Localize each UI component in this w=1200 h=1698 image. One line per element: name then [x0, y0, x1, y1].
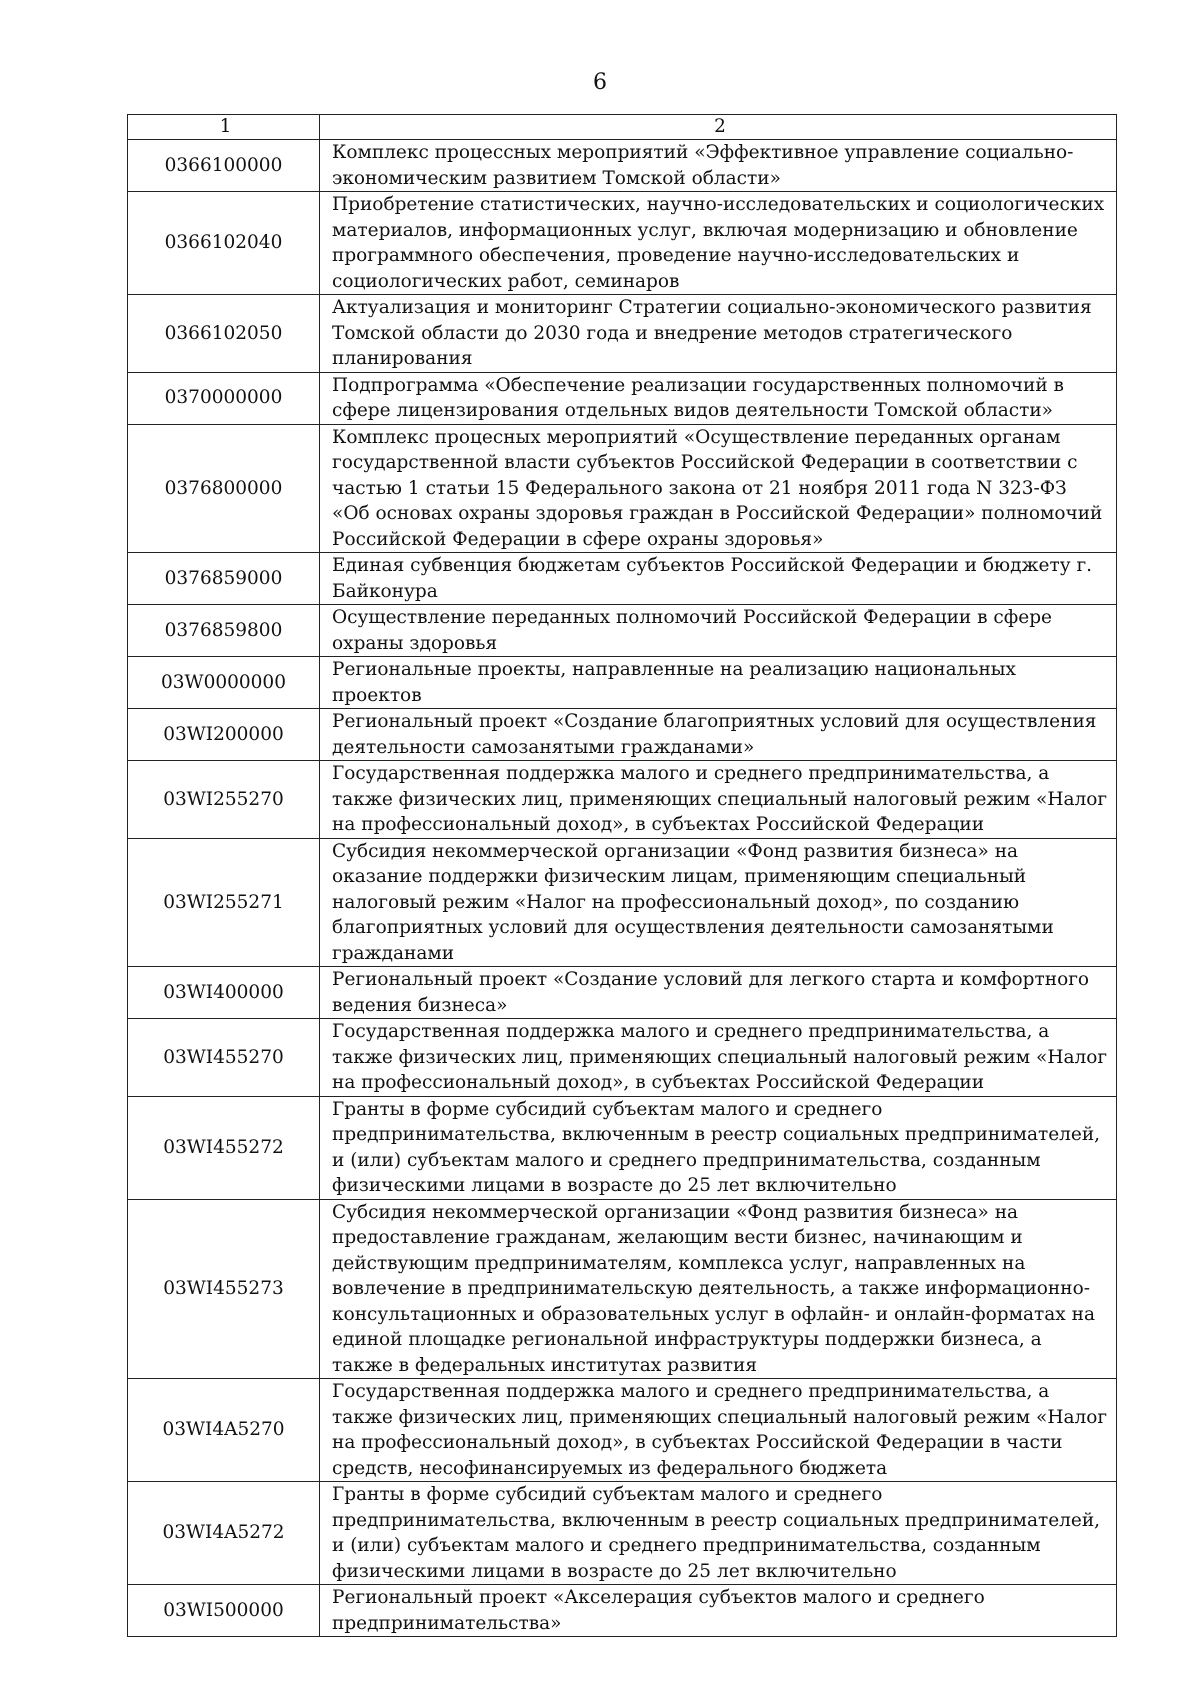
- row-code: 0366102050: [128, 295, 320, 373]
- table-header-row: [128, 115, 1117, 140]
- row-description: Комплекс процессных мероприятий «Эффективное управление социально-экономическим развитием Томской области»: [320, 140, 1117, 192]
- row-description: Региональный проект «Создание благоприятных условий для осуществления деятельности самозанятыми гражданами»: [320, 709, 1117, 761]
- row-code: 03WI4A5270: [128, 1379, 320, 1482]
- table-row: [128, 657, 1117, 709]
- row-description: Региональный проект «Создание условий для легкого старта и комфортного ведения бизнеса»: [320, 967, 1117, 1019]
- row-code: 03WI255271: [128, 838, 320, 967]
- row-description: Комплекс процесных мероприятий «Осуществление переданных органам государственной власти субъектов Российской Федерации в соответствии с частью 1 статьи 15 Федерального закона от 21 ноября 2011 года N 323-ФЗ «Об основах охраны здоровья граждан в Российской Федерации» полномочий Российской Федерации в сфере охраны здоровья»: [320, 424, 1117, 553]
- table-row: [128, 1379, 1117, 1482]
- row-description: Государственная поддержка малого и среднего предпринимательства, а также физических лиц, применяющих специальный налоговый режим «Налог на профессиональный доход», в субъектах Российской Федерации: [320, 1019, 1117, 1097]
- row-code: 03WI4A5272: [128, 1482, 320, 1585]
- table-row: [128, 761, 1117, 839]
- table-row: [128, 1019, 1117, 1097]
- table-row: [128, 1482, 1117, 1585]
- row-code: 0376800000: [128, 424, 320, 553]
- table-row: [128, 553, 1117, 605]
- row-code: 03WI400000: [128, 967, 320, 1019]
- row-description: Субсидия некоммерческой организации «Фонд развития бизнеса» на предоставление гражданам, желающим вести бизнес, начинающим и действующим предпринимателям, комплекса услуг, направленных на вовлечение в предпринимательскую деятельность, а также информационно-консультационных и образовательных услуг в офлайн- и онлайн-форматах на единой площадке региональной инфраструктуры поддержки бизнеса, а также в федеральных институтах развития: [320, 1199, 1117, 1379]
- column-header-2: 2: [320, 115, 1117, 140]
- row-code: 03WI255270: [128, 761, 320, 839]
- row-description: Осуществление переданных полномочий Российской Федерации в сфере охраны здоровья: [320, 605, 1117, 657]
- page-number: 6: [593, 70, 607, 95]
- row-code: 03W0000000: [128, 657, 320, 709]
- row-code: 0376859000: [128, 553, 320, 605]
- table-row: [128, 709, 1117, 761]
- code-table: [127, 114, 1117, 1637]
- table-row: [128, 1585, 1117, 1637]
- table-row: [128, 1096, 1117, 1199]
- row-description: Актуализация и мониторинг Стратегии социально-экономического развития Томской области до 2030 года и внедрение методов стратегического планирования: [320, 295, 1117, 373]
- row-code: 0376859800: [128, 605, 320, 657]
- row-description: Субсидия некоммерческой организации «Фонд развития бизнеса» на оказание поддержки физическим лицам, применяющим специальный налоговый режим «Налог на профессиональный доход», по созданию благоприятных условий для осуществления деятельности самозанятыми гражданами: [320, 838, 1117, 967]
- table-row: [128, 140, 1117, 192]
- row-description: Региональный проект «Акселерация субъектов малого и среднего предпринимательства»: [320, 1585, 1117, 1637]
- row-code: 03WI455270: [128, 1019, 320, 1097]
- table-row: [128, 605, 1117, 657]
- row-description: Гранты в форме субсидий субъектам малого и среднего предпринимательства, включенным в реестр социальных предпринимателей, и (или) субъектам малого и среднего предпринимательства, созданным физическими лицами в возрасте до 25 лет включительно: [320, 1482, 1117, 1585]
- row-code: 03WI200000: [128, 709, 320, 761]
- row-description: Приобретение статистических, научно-исследовательских и социологических материалов, информационных услуг, включая модернизацию и обновление программного обеспечения, проведение научно-исследовательских и социологических работ, семинаров: [320, 192, 1117, 295]
- row-description: Гранты в форме субсидий субъектам малого и среднего предпринимательства, включенным в реестр социальных предпринимателей, и (или) субъектам малого и среднего предпринимательства, созданным физическими лицами в возрасте до 25 лет включительно: [320, 1096, 1117, 1199]
- row-code: 0366102040: [128, 192, 320, 295]
- table-row: [128, 838, 1117, 967]
- row-description: Региональные проекты, направленные на реализацию национальных проектов: [320, 657, 1117, 709]
- row-code: 0366100000: [128, 140, 320, 192]
- table-row: [128, 192, 1117, 295]
- row-code: 0370000000: [128, 372, 320, 424]
- table-row: [128, 295, 1117, 373]
- row-description: Единая субвенция бюджетам субъектов Российской Федерации и бюджету г. Байконура: [320, 553, 1117, 605]
- row-code: 03WI500000: [128, 1585, 320, 1637]
- table-row: [128, 372, 1117, 424]
- row-description: Подпрограмма «Обеспечение реализации государственных полномочий в сфере лицензирования отдельных видов деятельности Томской области»: [320, 372, 1117, 424]
- table-row: [128, 1199, 1117, 1379]
- table-row: [128, 424, 1117, 553]
- row-code: 03WI455273: [128, 1199, 320, 1379]
- table-row: [128, 967, 1117, 1019]
- column-header-1: 1: [128, 115, 320, 140]
- row-description: Государственная поддержка малого и среднего предпринимательства, а также физических лиц, применяющих специальный налоговый режим «Налог на профессиональный доход», в субъектах Российской Федерации: [320, 761, 1117, 839]
- row-code: 03WI455272: [128, 1096, 320, 1199]
- row-description: Государственная поддержка малого и среднего предпринимательства, а также физических лиц, применяющих специальный налоговый режим «Налог на профессиональный доход», в субъектах Российской Федерации в части средств, несофинансируемых из федерального бюджета: [320, 1379, 1117, 1482]
